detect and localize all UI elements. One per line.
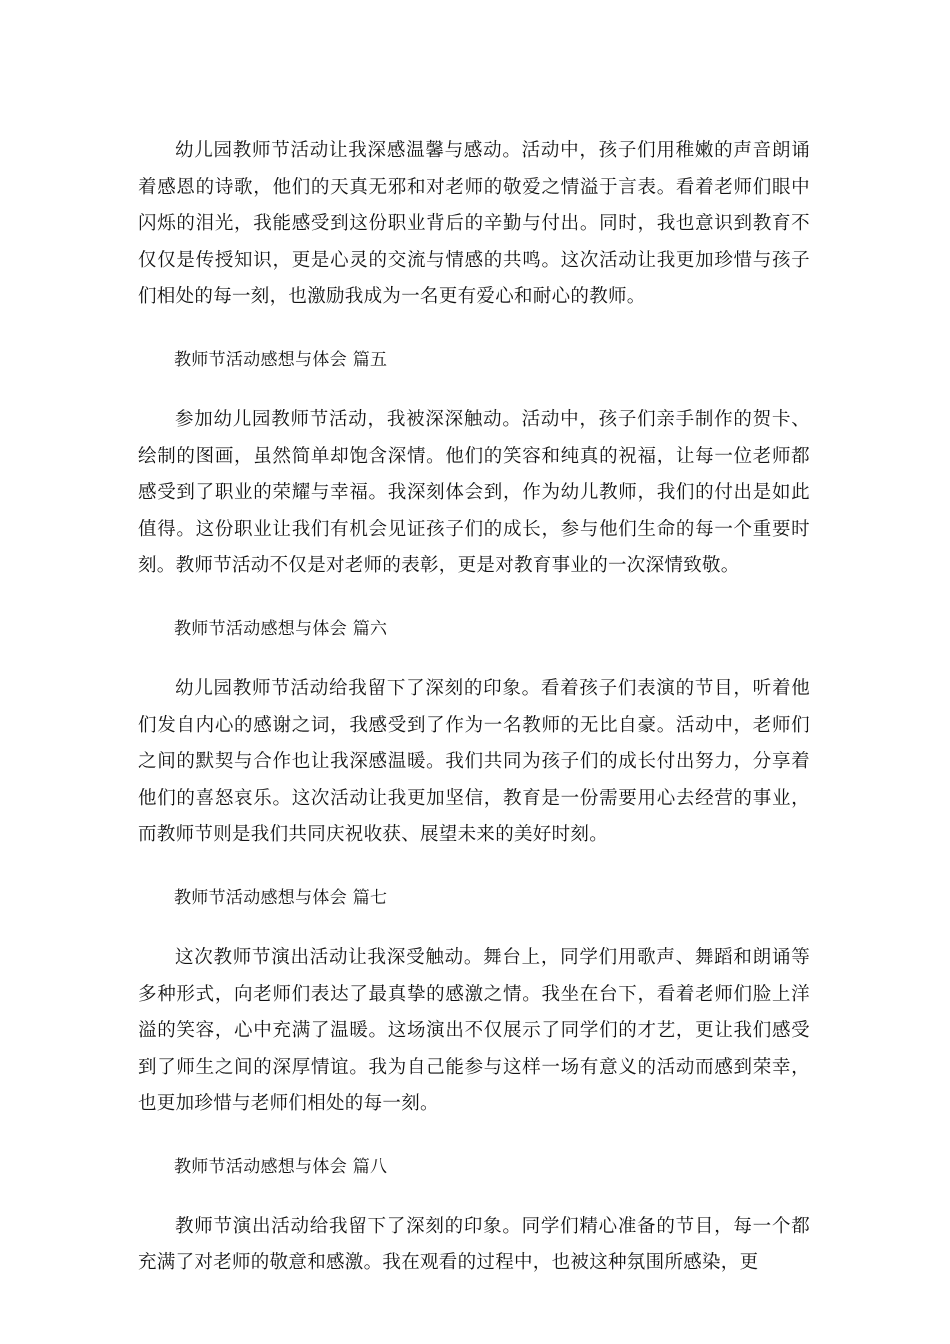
section-heading-6: 教师节活动感想与体会 篇六 (174, 618, 388, 639)
section-heading-7: 教师节活动感想与体会 篇七 (174, 887, 388, 908)
paragraph-section-7: 这次教师节演出活动让我深受触动。舞台上，同学们用歌声、舞蹈和朗诵等多种形式，向老师们表达了最真挚的感激之情。我坐在台下，看着老师们脸上洋溢的笑容，心中充满了温暖。这场演出不仅展示了同学们的才艺，更让我们感受到了师生之间的深厚情谊。我为自己能参与这样一场有意义的活动而感到荣幸，也更加珍惜与老师们相处的每一刻。 (138, 946, 810, 1115)
paragraph-section-5: 参加幼儿园教师节活动，我被深深触动。活动中，孩子们亲手制作的贺卡、绘制的图画，虽然简单却饱含深情。他们的笑容和纯真的祝福，让每一位老师都感受到了职业的荣耀与幸福。我深刻体会到，作为幼儿教师，我们的付出是如此值得。这份职业让我们有机会见证孩子们的成长，参与他们生命的每一个重要时刻。教师节活动不仅是对老师的表彰，更是对教育事业的一次深情致敬。 (138, 408, 810, 577)
paragraph-section-6: 幼儿园教师节活动给我留下了深刻的印象。看着孩子们表演的节目，听着他们发自内心的感谢之词，我感受到了作为一名教师的无比自豪。活动中，老师们之间的默契与合作也让我深感温暖。我们共同为孩子们的成长付出努力，分享着他们的喜怒哀乐。这次活动让我更加坚信，教育是一份需要用心去经营的事业，而教师节则是我们共同庆祝收获、展望未来的美好时刻。 (138, 677, 810, 846)
paragraph-intro: 幼儿园教师节活动让我深感温馨与感动。活动中，孩子们用稚嫩的声音朗诵着感恩的诗歌，他们的天真无邪和对老师的敬爱之情溢于言表。看着老师们眼中闪烁的泪光，我能感受到这份职业背后的辛勤与付出。同时，我也意识到教育不仅仅是传授知识，更是心灵的交流与情感的共鸣。这次活动让我更加珍惜与孩子们相处的每一刻，也激励我成为一名更有爱心和耐心的教师。 (138, 140, 810, 308)
paragraph-section-8: 教师节演出活动给我留下了深刻的印象。同学们精心准备的节目，每一个都充满了对老师的敬意和感激。我在观看的过程中，也被这种氛围所感染，更 (138, 1215, 810, 1274)
document-body (138, 133, 810, 1282)
section-heading-5: 教师节活动感想与体会 篇五 (174, 349, 388, 370)
section-heading-8: 教师节活动感想与体会 篇八 (174, 1156, 388, 1177)
